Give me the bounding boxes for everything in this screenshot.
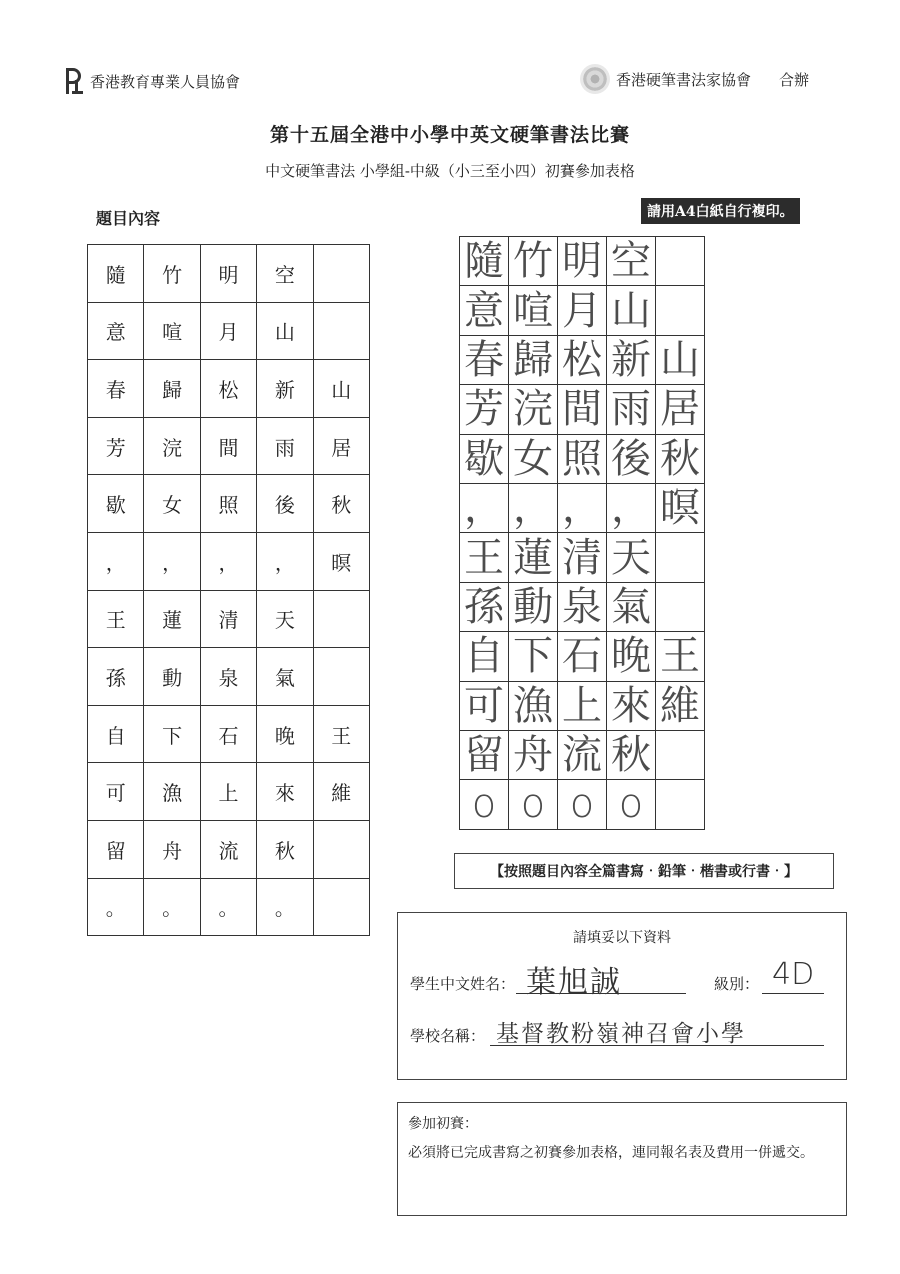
school-label: 學校名稱：: [410, 1027, 486, 1045]
printed-cell: 明: [201, 245, 257, 303]
page-title: 第十五屆全港中小學中英文硬筆書法比賽: [269, 124, 630, 146]
handwriting-cell[interactable]: 石: [558, 632, 607, 681]
handwriting-cell[interactable]: [656, 237, 705, 286]
handwriting-cell[interactable]: 雨: [607, 385, 656, 434]
notes-text: 必須將已完成書寫之初賽參加表格，連同報名表及費用一併遞交。: [408, 1145, 814, 1161]
handwriting-cell[interactable]: 歇: [460, 435, 509, 484]
handwriting-cell[interactable]: [656, 731, 705, 780]
handwriting-cell[interactable]: 新: [607, 336, 656, 385]
printed-cell: 歇: [88, 475, 144, 533]
handwriting-cell[interactable]: o: [509, 780, 558, 829]
handwriting-cell[interactable]: 秋: [656, 435, 705, 484]
printed-cell: [314, 879, 370, 937]
handwriting-cell[interactable]: 明: [558, 237, 607, 286]
handwriting-cell[interactable]: 蓮: [509, 533, 558, 582]
printed-cell: 晚: [257, 706, 313, 764]
printed-cell: 。: [88, 879, 144, 937]
handwriting-cell[interactable]: 王: [656, 632, 705, 681]
page-subtitle: 中文硬筆書法 小學組-中級（小三至小四）初賽參加表格: [265, 162, 635, 180]
handwriting-cell[interactable]: 月: [558, 286, 607, 335]
printed-cell: 石: [201, 706, 257, 764]
printed-cell: ，: [201, 533, 257, 591]
printed-cell: 山: [257, 303, 313, 361]
handwriting-cell[interactable]: 下: [509, 632, 558, 681]
printed-cell: [314, 591, 370, 649]
handwriting-cell[interactable]: [656, 533, 705, 582]
printed-cell: 流: [201, 821, 257, 879]
printed-cell: 王: [314, 706, 370, 764]
content-label: 題目內容: [96, 209, 161, 228]
handwriting-cell[interactable]: 暝: [656, 484, 705, 533]
handwriting-cell[interactable]: 喧: [509, 286, 558, 335]
handwriting-grid: [459, 236, 705, 830]
writing-instruction: 【按照題目內容全篇書寫‧鉛筆‧楷書或行書‧】: [454, 853, 834, 889]
handwriting-cell[interactable]: 後: [607, 435, 656, 484]
handwriting-cell[interactable]: 維: [656, 682, 705, 731]
grade-field[interactable]: 4D: [772, 957, 815, 992]
grade-label: 級別：: [714, 975, 760, 993]
handwriting-cell[interactable]: 來: [607, 682, 656, 731]
printed-cell: 浣: [144, 418, 200, 476]
printed-cell: 清: [201, 591, 257, 649]
handwriting-cell[interactable]: 浣: [509, 385, 558, 434]
handwriting-cell[interactable]: 流: [558, 731, 607, 780]
handwriting-cell[interactable]: 春: [460, 336, 509, 385]
handwriting-cell[interactable]: 空: [607, 237, 656, 286]
handwriting-cell[interactable]: 松: [558, 336, 607, 385]
handwriting-cell[interactable]: 動: [509, 583, 558, 632]
printed-cell: ，: [257, 533, 313, 591]
printed-cell: 。: [144, 879, 200, 937]
ptu-logo-icon: [62, 66, 84, 96]
printed-cell: 下: [144, 706, 200, 764]
handwriting-cell[interactable]: 山: [656, 336, 705, 385]
handwriting-cell[interactable]: ，: [460, 484, 509, 533]
printed-cell: 自: [88, 706, 144, 764]
handwriting-cell[interactable]: ，: [607, 484, 656, 533]
printed-cell: 秋: [257, 821, 313, 879]
handwriting-cell[interactable]: 自: [460, 632, 509, 681]
printed-cell: 王: [88, 591, 144, 649]
handwriting-cell[interactable]: 居: [656, 385, 705, 434]
handwriting-cell[interactable]: o: [607, 780, 656, 829]
name-field[interactable]: 葉旭誠: [526, 965, 622, 1000]
student-info-box: [397, 912, 847, 1080]
printed-cell: 雨: [257, 418, 313, 476]
association-seal-icon: [580, 64, 610, 94]
printed-cell: ，: [88, 533, 144, 591]
handwriting-cell[interactable]: [656, 583, 705, 632]
handwriting-cell[interactable]: 意: [460, 286, 509, 335]
printed-cell: 新: [257, 360, 313, 418]
notes-heading: 參加初賽：: [408, 1116, 478, 1132]
handwriting-cell[interactable]: 山: [607, 286, 656, 335]
printed-cell: 蓮: [144, 591, 200, 649]
handwriting-cell[interactable]: o: [460, 780, 509, 829]
printed-cell: 間: [201, 418, 257, 476]
handwriting-cell[interactable]: [656, 286, 705, 335]
handwriting-cell[interactable]: 清: [558, 533, 607, 582]
handwriting-cell[interactable]: 隨: [460, 237, 509, 286]
printed-cell: 動: [144, 648, 200, 706]
printed-cell: 可: [88, 763, 144, 821]
printed-cell: 留: [88, 821, 144, 879]
notes-box: [397, 1102, 847, 1216]
copy-note-badge: 請用A4白紙自行複印。: [641, 198, 800, 224]
printed-cell: 空: [257, 245, 313, 303]
handwriting-cell[interactable]: 照: [558, 435, 607, 484]
printed-cell: 芳: [88, 418, 144, 476]
printed-text-grid: [87, 244, 370, 936]
handwriting-cell[interactable]: 芳: [460, 385, 509, 434]
printed-cell: 上: [201, 763, 257, 821]
handwriting-cell[interactable]: ，: [558, 484, 607, 533]
name-label: 學生中文姓名：: [410, 975, 516, 993]
joint-label: 合辦: [779, 70, 810, 89]
handwriting-cell[interactable]: o: [558, 780, 607, 829]
handwriting-cell[interactable]: 上: [558, 682, 607, 731]
handwriting-cell[interactable]: 竹: [509, 237, 558, 286]
handwriting-cell[interactable]: 泉: [558, 583, 607, 632]
printed-cell: 隨: [88, 245, 144, 303]
printed-cell: 泉: [201, 648, 257, 706]
printed-cell: ，: [144, 533, 200, 591]
handwriting-cell[interactable]: 留: [460, 731, 509, 780]
handwriting-cell[interactable]: 間: [558, 385, 607, 434]
printed-cell: [314, 821, 370, 879]
school-field[interactable]: 基督教粉嶺神召會小學: [496, 1021, 746, 1047]
handwriting-cell[interactable]: 天: [607, 533, 656, 582]
printed-cell: 暝: [314, 533, 370, 591]
handwriting-cell[interactable]: [656, 780, 705, 829]
printed-cell: 天: [257, 591, 313, 649]
organizer-left: [62, 66, 240, 96]
organizer-right: [580, 64, 809, 94]
printed-cell: [314, 648, 370, 706]
printed-cell: 居: [314, 418, 370, 476]
org-right-name: 香港硬筆書法家協會: [616, 70, 752, 89]
handwriting-cell[interactable]: 女: [509, 435, 558, 484]
printed-cell: 來: [257, 763, 313, 821]
grade-underline: [762, 993, 824, 994]
printed-cell: 照: [201, 475, 257, 533]
handwriting-cell[interactable]: 氣: [607, 583, 656, 632]
handwriting-cell[interactable]: ，: [509, 484, 558, 533]
org-left-name: 香港教育專業人員協會: [90, 72, 241, 91]
printed-cell: 氣: [257, 648, 313, 706]
printed-cell: 。: [257, 879, 313, 937]
printed-cell: 舟: [144, 821, 200, 879]
printed-cell: 春: [88, 360, 144, 418]
handwriting-cell[interactable]: 舟: [509, 731, 558, 780]
printed-cell: 意: [88, 303, 144, 361]
printed-cell: 後: [257, 475, 313, 533]
handwriting-cell[interactable]: 秋: [607, 731, 656, 780]
printed-cell: 漁: [144, 763, 200, 821]
printed-cell: 月: [201, 303, 257, 361]
info-title: 請填妥以下資料: [573, 930, 671, 946]
handwriting-cell[interactable]: 孫: [460, 583, 509, 632]
printed-cell: 喧: [144, 303, 200, 361]
handwriting-cell[interactable]: 漁: [509, 682, 558, 731]
printed-cell: 竹: [144, 245, 200, 303]
handwriting-cell[interactable]: 歸: [509, 336, 558, 385]
handwriting-cell[interactable]: 晚: [607, 632, 656, 681]
handwriting-cell[interactable]: 可: [460, 682, 509, 731]
handwriting-cell[interactable]: 王: [460, 533, 509, 582]
printed-cell: 維: [314, 763, 370, 821]
printed-cell: 歸: [144, 360, 200, 418]
printed-cell: 孫: [88, 648, 144, 706]
printed-cell: 山: [314, 360, 370, 418]
printed-cell: [314, 303, 370, 361]
printed-cell: 。: [201, 879, 257, 937]
printed-cell: [314, 245, 370, 303]
printed-cell: 松: [201, 360, 257, 418]
printed-cell: 女: [144, 475, 200, 533]
printed-cell: 秋: [314, 475, 370, 533]
